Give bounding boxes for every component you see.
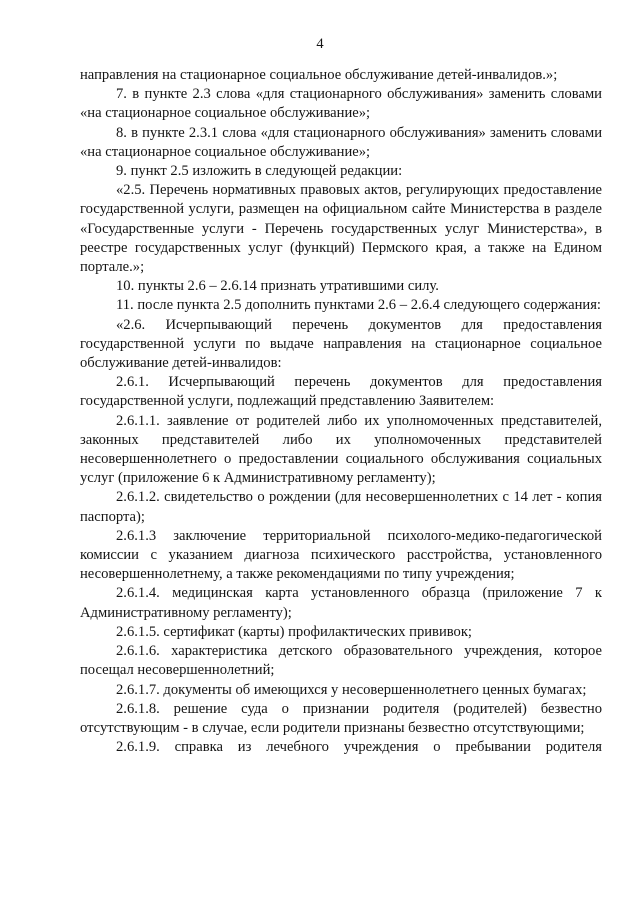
paragraph: 2.6.1.5. сертификат (карты) профилактических прививок;: [116, 623, 472, 640]
paragraph: направления на стационарное социальное обслуживание детей-инвалидов.»;: [80, 67, 558, 83]
paragraph: 2.6.1. Исчерпывающий перечень документов для предоставления государственной услуги, подлежащий представлению Заявителем:: [80, 374, 602, 410]
paragraph: 2.6.1.4. медицинская карта установленного образца (приложение 7 к Административному регламенту);: [80, 585, 602, 621]
paragraph: 2.6.1.2. свидетельство о рождении (для несовершеннолетних с 14 лет - копия паспорта);: [80, 489, 602, 525]
paragraph: 9. пункт 2.5 изложить в следующей редакции:: [116, 163, 403, 180]
paragraph: 2.6.1.8. решение суда о признании родителя (родителей) безвестно отсутствующим - в случае, если родители признаны безвестно отсутствующими;: [80, 700, 602, 736]
paragraph: 7. в пункте 2.3 слова «для стационарного обслуживания» заменить словами «на стационарное социальное обслуживание»;: [80, 86, 602, 122]
paragraph: 8. в пункте 2.3.1 слова «для стационарного обслуживания» заменить словами «на стационарное социальное обслуживание»;: [80, 124, 602, 160]
paragraph: 10. пункты 2.6 – 2.6.14 признать утратившими силу.: [116, 278, 439, 295]
paragraph: 11. после пункта 2.5 дополнить пунктами 2.6 – 2.6.4 следующего содержания:: [116, 297, 601, 314]
document-body: [80, 66, 602, 757]
paragraph: 2.6.1.1. заявление от родителей либо их уполномоченных представителей, законных представителей либо их уполномоченных представителей несовершеннолетнего о предоставлении социального обслуживания социальных услуг (приложение 6 к Административному регламенту);: [80, 412, 602, 487]
paragraph: «2.6. Исчерпывающий перечень документов для предоставления государственной услуги по выдаче направления на стационарное социальное обслуживание детей-инвалидов:: [80, 316, 602, 372]
page-number: 4: [316, 36, 324, 52]
paragraph: 2.6.1.6. характеристика детского образовательного учреждения, которое посещал несовершеннолетний;: [80, 643, 602, 679]
paragraph: 2.6.1.9. справка из лечебного учреждения о пребывании родителя: [116, 739, 602, 756]
paragraph: 2.6.1.3 заключение территориальной психолого-медико-педагогической комиссии с указанием диагноза психического расстройства, установленного несовершеннолетнему, а также рекомендациями по типу учреждения;: [80, 527, 602, 583]
paragraph: 2.6.1.7. документы об имеющихся у несовершеннолетнего ценных бумагах;: [116, 681, 587, 698]
paragraph: «2.5. Перечень нормативных правовых актов, регулирующих предоставление государственной услуги, размещен на официальном сайте Министерства в разделе «Государственные услуги - Перечень государственных услуг Министерства», в реестре государственных услуг (функций) Пермского края, а также на Едином портале.»;: [80, 182, 602, 276]
